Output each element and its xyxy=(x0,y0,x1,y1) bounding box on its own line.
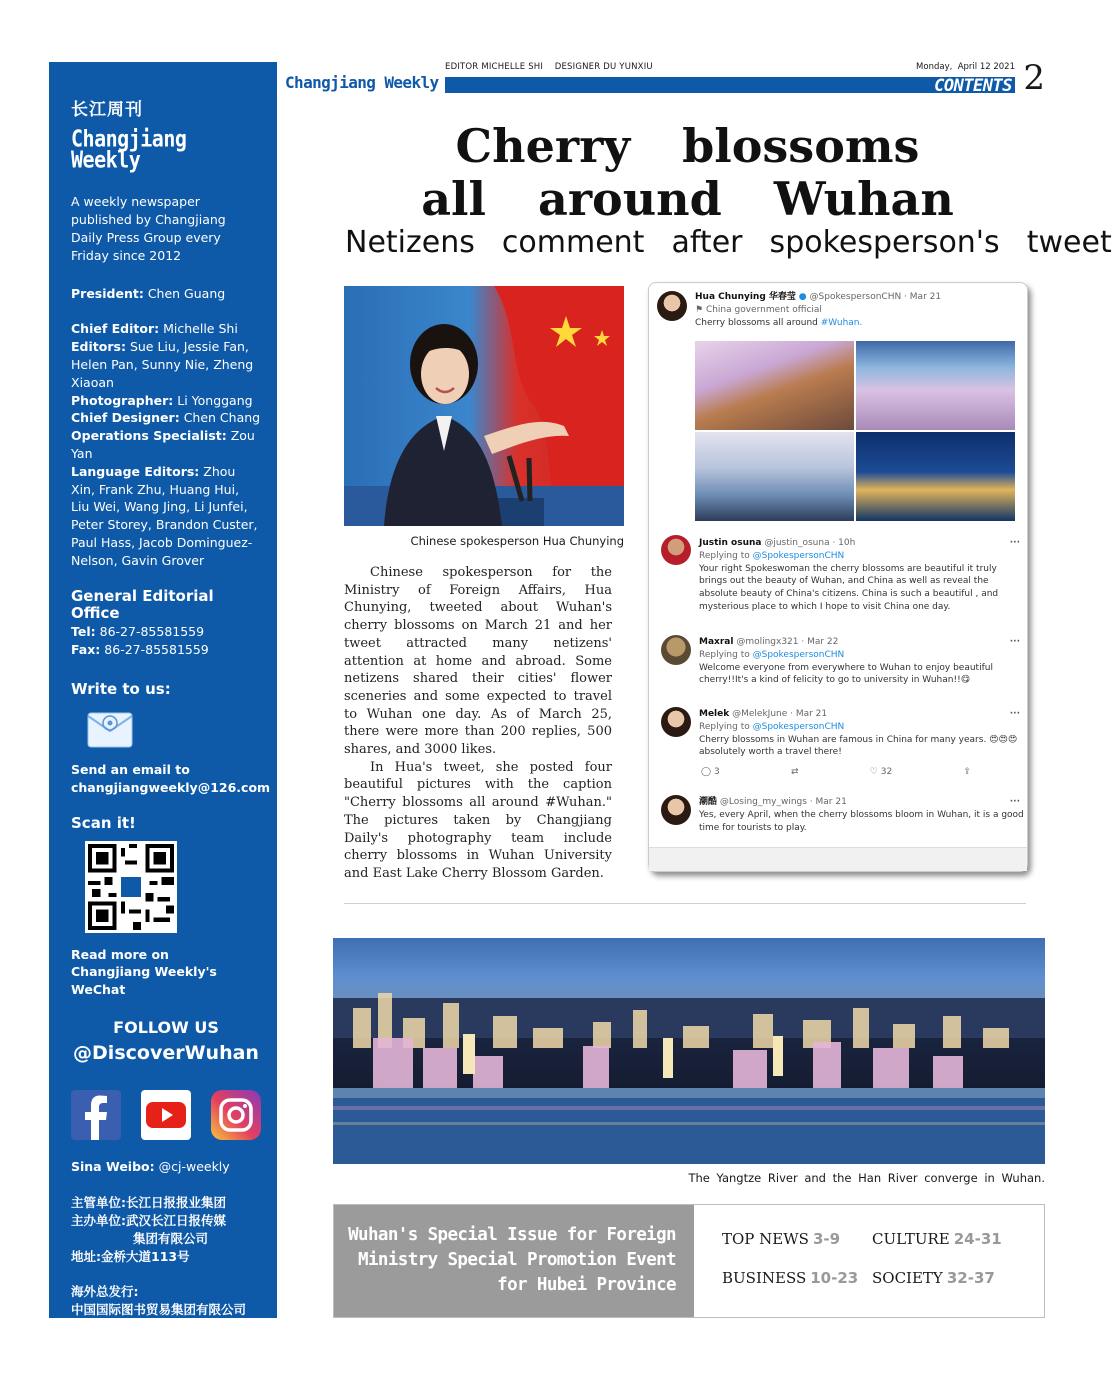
city-skyline-photo xyxy=(333,938,1045,1164)
like-action[interactable]: ♡ 32 xyxy=(869,767,893,777)
tweet-reply: Justin osuna @justin_osuna · 10h ··· Replying to @SpokespersonCHN Your right Spokeswoman the cherry blossoms are beautiful it truly brings out the beauty of Wuhan, and China as well as reveal the absolute beauty of China's citizens. China is such a beautiful , and mysterious place to which I hope to visit China one day. xyxy=(699,538,1020,612)
section-divider xyxy=(344,903,1026,904)
president-line: President: Chen Guang xyxy=(71,285,226,301)
instagram-icon[interactable] xyxy=(211,1090,261,1140)
tweet-author-handle: @SpokespersonCHN · Mar 21 xyxy=(809,292,942,302)
header-rule xyxy=(445,77,1015,93)
reply-avatar xyxy=(661,535,691,565)
header-date: Monday, April 12 2021 xyxy=(916,62,1015,72)
chief-designer-line: Chief Designer: Chen Chang xyxy=(71,410,261,426)
more-options-icon[interactable]: ··· xyxy=(1009,797,1020,807)
tweet-reply: Melek @MelekJune · Mar 21 ··· Replying to @SpokespersonCHN Cherry blossoms in Wuhan are famous in China for many years. 😍😍😍 absolutely worth a travel there! xyxy=(699,709,1020,758)
skyline-illustration xyxy=(333,938,1045,1164)
sina-weibo-line: Sina Weibo: @cj-weekly xyxy=(71,1159,230,1175)
more-options-icon[interactable]: ··· xyxy=(1009,637,1020,647)
youtube-icon[interactable] xyxy=(141,1090,191,1140)
qr-code-icon[interactable] xyxy=(85,841,177,933)
tweet-reply: 潮酷 @Losing_my_wings · Mar 21 ··· Yes, every April, when the cherry blossoms bloom in Wuhan, it is a good time for tourists to play. xyxy=(699,797,1024,833)
retweet-icon[interactable]: ⇄ xyxy=(790,767,799,777)
office-heading: General Editorial Office xyxy=(71,586,214,623)
photo-caption: Chinese spokesperson Hua Chunying xyxy=(410,534,624,548)
tweet-photo-grid xyxy=(695,341,1015,521)
price-line: Price: 4 yuan xyxy=(71,1357,159,1373)
wechat-line: Changjiang Weekly's WeChat xyxy=(71,964,217,998)
write-heading: Write to us: xyxy=(71,679,171,698)
spokesperson-illustration xyxy=(344,286,624,526)
section-label: CONTENTS xyxy=(934,76,1012,96)
tweet-hashtag[interactable]: #Wuhan. xyxy=(820,318,863,328)
sidebar xyxy=(49,62,277,1373)
tweet-reply: Maxral @molingx321 · Mar 22 ··· Replying to @SpokespersonCHN Welcome everyone from everywhere to Wuhan to enjoy beautiful cherry!!It's a kind of felicity to go to university in Wuhan!!😋 xyxy=(699,637,1020,686)
tweet-photo[interactable] xyxy=(695,432,854,521)
tweet-author-name: Hua Chunying 华春莹 xyxy=(695,292,796,302)
subheadline: Netizens comment after spokesperson's tweet xyxy=(345,225,1112,260)
tweet-text: Cherry blossoms all around xyxy=(695,318,821,328)
table-of-contents xyxy=(722,1230,1022,1308)
email-address[interactable]: changjiangweekly@126.com xyxy=(71,780,271,796)
fax-line: Fax: 86-27-85581559 xyxy=(71,641,209,657)
editors-line: Editors: Sue Liu, Jessie Fan, Helen Pan, Sunny Nie, Zheng Xiaoan xyxy=(71,339,254,390)
article-paragraph: In Hua's tweet, she posted four beautiful pictures with the caption "Cherry blossoms all around #Wuhan." The pictures taken by Changjiang Daily's photography team include cherry blossoms in Wuhan University and East Lake Cherry Blossom Garden. xyxy=(344,759,612,881)
page-number: 2 xyxy=(1023,58,1045,98)
reply-avatar xyxy=(661,707,691,737)
photographer-line: Photographer: Li Yonggang xyxy=(71,392,253,408)
headline xyxy=(345,120,1030,226)
tel-line: Tel: 86-27-85581559 xyxy=(71,624,205,640)
reply-avatar xyxy=(661,795,691,825)
toc-item-top-news[interactable]: TOP NEWS 3-9 xyxy=(722,1230,841,1248)
spokesperson-photo xyxy=(344,286,624,526)
toc-item-business[interactable]: BUSINESS 10-23 xyxy=(722,1269,859,1287)
tweet-photo[interactable] xyxy=(695,341,854,430)
social-icons xyxy=(71,1090,261,1140)
page-header xyxy=(285,60,1045,98)
sidebar-cn-title: 长江周刊 xyxy=(71,100,143,120)
reply-action[interactable]: ◯ 3 xyxy=(701,767,720,777)
headline-line-1: Cherry blossoms xyxy=(455,119,920,173)
scan-heading: Scan it! xyxy=(71,813,136,832)
flag-icon: ⚑ xyxy=(695,305,706,315)
tweet-header xyxy=(695,291,1015,330)
toc-item-society[interactable]: SOCIETY 32-37 xyxy=(872,1269,995,1287)
sidebar-paper-title: Changjiang Weekly xyxy=(71,124,187,173)
header-credits: EDITOR MICHELLE SHI DESIGNER DU YUNXIU xyxy=(445,62,653,72)
publisher-info: 主管单位:长江日报报业集团 主办单位:武汉长江日报传媒 集团有限公司 地址:金桥大道113号 海外总发行: 中国国际图书贸易集团有限公司 海外发行代号: wk9388 xyxy=(71,1195,247,1336)
verified-icon: ● xyxy=(798,292,807,302)
header-paper-name: Changjiang Weekly xyxy=(285,73,439,92)
article-body xyxy=(344,564,612,883)
more-options-icon[interactable]: ··· xyxy=(1009,709,1020,719)
facebook-icon[interactable] xyxy=(71,1090,121,1140)
sidebar-blurb: A weekly newspaper published by Changjiang Daily Press Group every Friday since 2012 xyxy=(71,194,226,263)
heart-icon: ♡ xyxy=(869,767,878,777)
tweet-photo[interactable] xyxy=(856,341,1015,430)
headline-line-2: all around Wuhan xyxy=(421,172,954,226)
language-editors-line: Language Editors: Zhou Xin, Frank Zhu, Huang Hui, Liu Wei, Wang Jing, Li Junfei, Peter Storey, Brandon Custer, Paul Hass, Jacob Dominguez-Nelson, Gavin Grover xyxy=(71,463,258,568)
more-options-icon[interactable]: ··· xyxy=(1009,538,1020,548)
contents-box xyxy=(333,1204,1045,1318)
social-handle[interactable]: @DiscoverWuhan xyxy=(73,1041,259,1064)
operations-line: Operations Specialist: Zou Yan xyxy=(71,428,255,461)
tweet-author-avatar xyxy=(657,291,687,321)
special-issue-banner: Wuhan's Special Issue for Foreign Ministry Special Promotion Event for Hubei Province xyxy=(334,1205,694,1317)
read-more-line: Read more on xyxy=(71,946,169,962)
city-photo-caption: The Yangtze River and the Han River converge in Wuhan. xyxy=(688,1171,1045,1185)
toc-item-culture[interactable]: CULTURE 24-31 xyxy=(872,1230,1002,1248)
reply-icon: ◯ xyxy=(701,767,712,777)
tweet-screenshot xyxy=(648,282,1028,872)
email-text: Send an email to xyxy=(71,762,190,778)
tweet-author-label: China government official xyxy=(705,305,822,315)
tweet-photo[interactable] xyxy=(856,432,1015,521)
article-paragraph: Chinese spokesperson for the Ministry of Foreign Affairs, Hua Chunying, tweeted about Wuhan's cherry blossoms on March 21 and her tweet attracted many netizens' attention at home and abroad. Some netizens shared their cities' flower sceneries and some expected to travel to Wuhan one day. As of March 25, there were more than 200 replies, 500 shares, and 3000 likes. xyxy=(344,565,612,758)
follow-us: FOLLOW US xyxy=(113,1017,219,1037)
tweet-footer-bar xyxy=(649,847,1027,871)
email-icon xyxy=(87,709,133,749)
reply-avatar xyxy=(661,635,691,665)
tweet-actions xyxy=(701,767,971,777)
share-icon[interactable]: ⇪ xyxy=(963,767,971,777)
chief-editor-line: Chief Editor: Michelle Shi xyxy=(71,321,238,337)
